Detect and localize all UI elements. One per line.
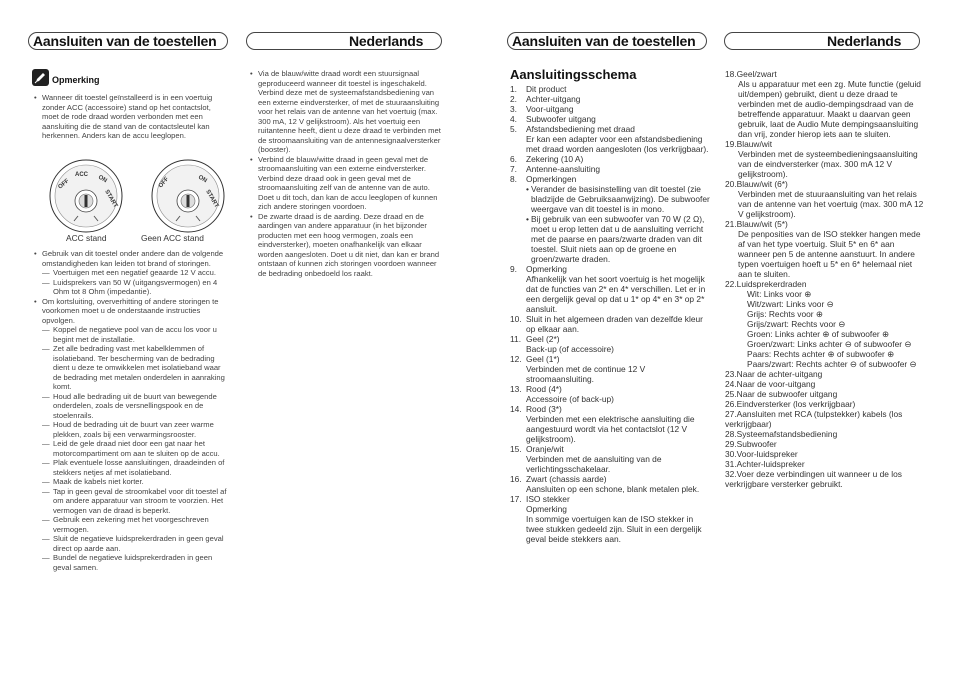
list-item [725,219,925,279]
bullet-item: • Gebruik van dit toestel onder andere dan de volgende omstandigheden kan leiden tot brand of storingen. [33,249,229,268]
item-head [725,279,925,289]
ignition-diagram [48,158,228,234]
item-line: In sommige voertuigen kan de ISO stekker in twee stukken gedeeld zijn. Sluit in een dergelijk geval beide stekkers aan. [526,514,702,544]
dash-item: — Plak eventuele losse aansluitingen, draadeinden of stekkers netjes af met isolatieband. [33,458,229,477]
header-title-left-1: Aansluiten van de toestellen [33,33,217,49]
item-head [725,69,925,79]
list-item [510,314,710,334]
item-head [725,139,925,149]
item-head [725,219,925,229]
item-number: 16. [510,474,522,484]
list-item [510,124,710,154]
item-number: 26. [725,399,737,409]
item-line: Grijs: Rechts voor ⊕ [747,309,823,319]
list-item [510,494,710,544]
list-item [510,444,710,474]
item-head [725,389,925,399]
item-head [725,179,925,189]
list-item [510,474,710,494]
item-number: 13. [510,384,522,394]
item-head [725,369,925,379]
sub-bullet: • Bij gebruik van een subwoofer van 70 W (2 Ω), moet u erop letten dat u de aansluiting verricht met de paarse en paars/zwarte draden van dit toestel. Sluit niets aan op de groene en groen/zwarte draden. [510,214,710,264]
list-item [725,429,925,439]
acc-label-off: OFF [57,178,71,191]
item-number: 6. [510,154,517,164]
item-number: 19. [725,139,737,149]
item-title: Geel/zwart [736,69,777,79]
list-item [725,439,925,449]
item-line: Paars/zwart: Rechts achter ⊖ of subwoofer ⊖ [747,359,917,369]
item-title: Subwoofer [736,439,777,449]
item-line: Geel (2*) [526,334,560,344]
note-icon [32,69,49,86]
sub-bullet: • Verander de basisinstelling van dit toestel (zie bladzijde de Gebruiksaanwijzing). De subwoofer weergave van dit toestel is in mono. [510,184,710,214]
item-line: Verbinden met de stuuraansluiting van het relais van de antenne van het voertuig (max. 300 mA 12 V gelijkstroom). [738,189,924,219]
list-item [725,449,925,459]
item-number: 17. [510,494,522,504]
list-item [725,379,925,389]
item-line: Groen/zwart: Links achter ⊖ of subwoofer ⊖ [747,339,912,349]
dash-item: — Houd de bedrading uit de buurt van zeer warme plekken, zoals bij een verwarmingsrooster. [33,420,229,439]
column-3-list [510,84,710,544]
item-number: 31. [725,459,737,469]
item-title: Blauw/wit (5*) [736,219,788,229]
item-number: 27. [725,409,737,419]
item-head [725,399,925,409]
list-item [510,174,710,264]
list-item [510,154,710,164]
item-line: Groen: Links achter ⊕ of subwoofer ⊕ [747,329,890,339]
header-title-right-1: Nederlands [349,33,424,49]
item-line: ISO stekker [526,494,570,504]
list-item [725,369,925,379]
column-1-intro [33,93,229,141]
column-1-bullets [33,249,229,572]
list-item [725,399,925,409]
header-title-left-2: Aansluiten van de toestellen [512,33,696,49]
bullet-item: • Via de blauw/witte draad wordt een stuursignaal geproduceerd wanneer dit toestel is ingeschakeld. Verbind deze met de systeemafstandsbediening van een externe eindversterker, of met de stuuraansluiting voor het relais van de antenne van het voertuig (max. 300 mA, 12 V gelijkstroom). Als het voertuig een ruitantenne heeft, dient u deze draad te verbinden met de stroomaansluiting van de antennesignaalversterker (booster). [249,69,445,155]
bullet-item: • Om kortsluiting, oververhitting of andere storingen te voorkomen moet u de onderstaande instructies opvolgen. [33,297,229,326]
item-head [725,429,925,439]
item-line: Sluit in het algemeen draden van dezelfde kleur op elkaar aan. [526,314,703,334]
item-head [725,379,925,389]
acc-label-on: ON [97,174,108,185]
dash-item: — Voertuigen met een negatief geaarde 12 V accu. [33,268,229,278]
dash-item: — Bundel de negatieve luidsprekerdraden in geen geval samen. [33,553,229,572]
item-title: Achter-luidspreker [736,459,805,469]
item-number: 5. [510,124,517,134]
item-line: Geel (1*) [526,354,560,364]
item-number: 22. [725,279,737,289]
item-number: 24. [725,379,737,389]
list-item [510,384,710,404]
item-number: 10. [510,314,522,324]
header-title-right-2: Nederlands [827,33,902,49]
item-number: 8. [510,174,517,184]
list-item [725,459,925,469]
item-line: Voor-uitgang [526,104,574,114]
item-line: Opmerking [526,264,567,274]
item-head [725,469,925,489]
item-line: Paars: Rechts achter ⊕ of subwoofer ⊕ [747,349,895,359]
item-title: Blauw/wit (6*) [736,179,788,189]
item-line: Back-up (of accessoire) [526,344,614,354]
item-number: 23. [725,369,737,379]
item-line: Rood (3*) [526,404,562,414]
item-number: 15. [510,444,522,454]
item-number: 12. [510,354,522,364]
item-line: Wit: Links voor ⊕ [747,289,812,299]
item-line: Als u apparatuur met een zg. Mute functie (geluid uit/dempen) gebruikt, dient u deze draad te verbinden met de audio-dempingsdraad van de betreffende apparatuur. Maakt u daarvan geen gebruik, laat de Audio Mute dempingsaansluiting dan vrij, zonder hierop iets aan te sluiten. [738,79,921,139]
list-item [510,94,710,104]
item-number: 2. [510,94,517,104]
item-line: De penposities van de ISO stekker hangen mede af van het type voertuig. Sluit 5* en 6* aan wanneer pen 5 de antenne aanstuurt. In andere typen voertuigen hoeft u 5* en 6* helemaal niet aan te sluiten. [738,229,921,279]
item-line: Opmerkingen [526,174,577,184]
item-line: Antenne-aansluiting [526,164,601,174]
dash-item: — Leid de gele draad niet door een gat naar het motorcompartiment om aan te sluiten op de accu. [33,439,229,458]
list-item [725,139,925,179]
note-paragraph: • Wanneer dit toestel geïnstalleerd is in een voertuig zonder ACC (accessoire) stand op het contactslot, moet de rode draad worden verbonden met een aansluiting die de stand van de contactsleutel kan herkennen. Anders kan de accu leeglopen. [33,93,229,141]
item-title: Voor-luidspreker [736,449,798,459]
item-number: 29. [725,439,737,449]
item-line: Oranje/wit [526,444,564,454]
dash-item: — Sluit de negatieve luidsprekerdraden in geen geval direct op aarde aan. [33,534,229,553]
item-number: 14. [510,404,522,414]
bullet-item: • De zwarte draad is de aarding. Deze draad en de aardingen van andere apparatuur (in het bijzonder producten met een hoog vermogen, zoals een eindversterker), moeten onafhankelijk van elkaar worden aangesloten. Doet u dit niet, dan kan er brand ontstaan of kunnen zich storingen voordoen wanneer de bedrading onbedoeld los raakt. [249,212,445,279]
item-number: 28. [725,429,737,439]
list-item [725,69,925,139]
item-number: 20. [725,179,737,189]
item-line: Accessoire (of back-up) [526,394,614,404]
noacc-label-start: START [204,189,220,209]
list-item [510,104,710,114]
item-line: Zwart (chassis aarde) [526,474,607,484]
caption-acc-stand: ACC stand [66,233,107,243]
item-number: 3. [510,104,517,114]
item-line: Verbinden met de systeembedieningsaansluiting van de eindversterker (max. 300 mA 12 V gelijkstroom). [738,149,918,179]
item-number: 18. [725,69,737,79]
ignition-acc-icon [50,160,122,232]
column-2 [249,69,445,278]
item-line: Afhankelijk van het soort voertuig is het mogelijk dat de functies van 2* en 4* verschillen. Let er in een dergelijk geval op dat u 1* op 4* en 3* op 2* aansluit. [526,274,706,314]
ignition-no-acc-icon [152,160,224,232]
item-line: Verbinden met de aansluiting van de verlichtingsschakelaar. [526,454,662,474]
item-number: 11. [510,334,522,344]
item-number: 1. [510,84,517,94]
item-line: Aansluiten op een schone, blank metalen plek. [526,484,700,494]
acc-label-acc: ACC [75,172,88,178]
item-line: Rood (4*) [526,384,562,394]
dash-item: — Zet alle bedrading vast met kabelklemmen of isolatieband. Ter bescherming van de bedrading dient u deze te omwikkelen met isolatieband waar de bedrading met metalen onderdelen in aanraking komt. [33,344,229,392]
dash-item: — Gebruik een zekering met het voorgeschreven vermogen. [33,515,229,534]
item-line: Verbinden met de continue 12 V stroomaansluiting. [526,364,646,384]
list-item [510,264,710,314]
acc-label-start: START [103,189,119,209]
item-line: Grijs/zwart: Rechts voor ⊖ [747,319,846,329]
bullet-item: • Verbind de blauw/witte draad in geen geval met de stroomaansluiting van een externe eindversterker. Verbind deze draad ook in geen geval met de stroomaansluiting zelf van de antenne van de auto. Doet u dit toch, dan kan de accu leeglopen of kunnen zich andere storingen voordoen. [249,155,445,212]
list-item [510,354,710,384]
noacc-label-off: OFF [157,176,171,190]
item-head [725,449,925,459]
item-number: 7. [510,164,517,174]
item-line: Er kan een adapter voor een afstandsbediening met draad worden aangesloten (los verkrijgbaar). [526,134,709,154]
item-line: Dit product [526,84,567,94]
dash-item: — Koppel de negatieve pool van de accu los voor u begint met de installatie. [33,325,229,344]
list-item [725,279,925,369]
section-title-aansluitingsschema: Aansluitingsschema [510,67,637,82]
list-item [510,84,710,94]
list-item [725,469,925,489]
list-item [725,179,925,219]
item-line: Wit/zwart: Links voor ⊖ [747,299,834,309]
item-line: Verbinden met een elektrische aansluiting die aangestuurd wordt via het contactslot (12 V gelijkstroom). [526,414,695,444]
noacc-label-on: ON [197,174,208,185]
item-line: Subwoofer uitgang [526,114,596,124]
item-head [725,439,925,449]
item-title: Naar de achter-uitgang [736,369,823,379]
list-item [510,164,710,174]
caption-no-acc-stand: Geen ACC stand [141,233,204,243]
item-head [725,459,925,469]
item-title: Aansluiten met RCA (tulpstekker) kabels (los verkrijgbaar) [725,409,903,429]
dash-item: — Houd alle bedrading uit de buurt van bewegende onderdelen, zoals de versnellingspook en de stoelenrails. [33,392,229,421]
item-title: Systeemafstandsbediening [736,429,838,439]
item-number: 9. [510,264,517,274]
note-title: Opmerking [52,75,100,85]
item-title: Luidsprekerdraden [736,279,807,289]
list-item [510,334,710,354]
item-title: Naar de subwoofer uitgang [736,389,838,399]
item-title: Blauw/wit [736,139,773,149]
item-title: Voer deze verbindingen uit wanneer u de los verkrijgbare versterker gebruikt. [725,469,902,489]
dash-item: — Tap in geen geval de stroomkabel voor dit toestel af om andere apparatuur van stroom te voorzien. Het vermogen van de draad is beperkt. [33,487,229,516]
dash-item: — Maak de kabels niet korter. [33,477,229,487]
column-4-list [725,69,925,489]
item-number: 32. [725,469,737,479]
dash-item: — Luidsprekers van 50 W (uitgangsvermogen) en 4 Ohm tot 8 Ohm (impedantie). [33,278,229,297]
item-line: Afstandsbediening met draad [526,124,635,134]
item-line: Zekering (10 A) [526,154,584,164]
item-line: Achter-uitgang [526,94,581,104]
item-number: 21. [725,219,737,229]
item-head [725,409,925,429]
list-item [510,404,710,444]
item-line: Opmerking [526,504,567,514]
list-item [725,409,925,429]
list-item [510,114,710,124]
item-title: Eindversterker (los verkrijgbaar) [736,399,856,409]
item-title: Naar de voor-uitgang [736,379,816,389]
item-number: 25. [725,389,737,399]
list-item [725,389,925,399]
item-number: 4. [510,114,517,124]
item-number: 30. [725,449,737,459]
